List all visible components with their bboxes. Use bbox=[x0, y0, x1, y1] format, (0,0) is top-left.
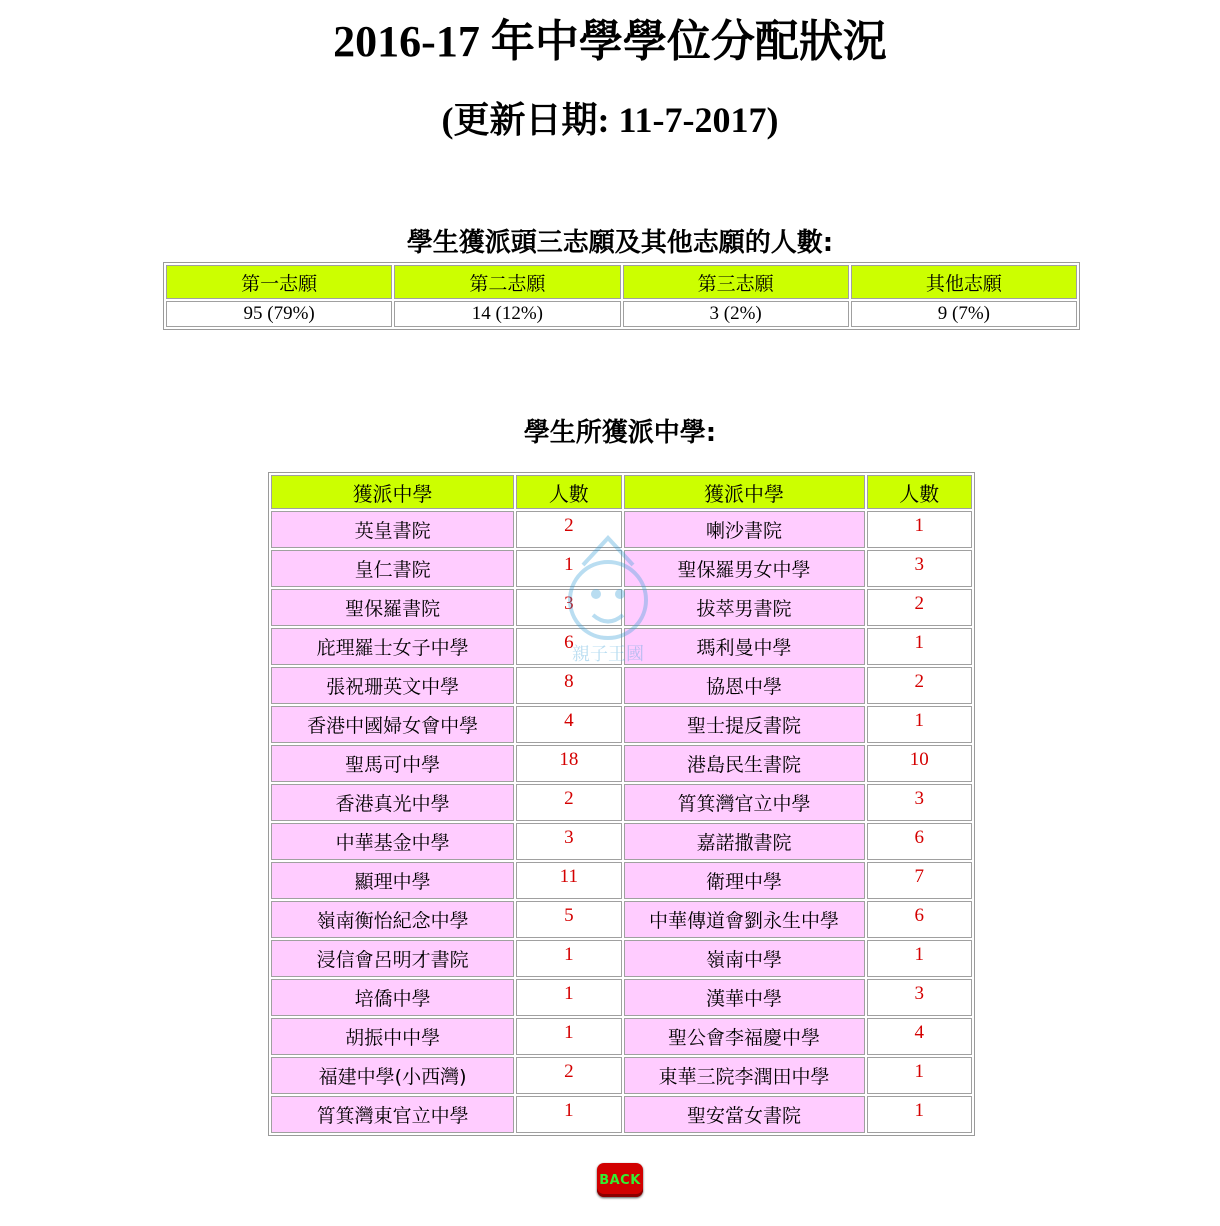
table-row bbox=[271, 1096, 972, 1133]
student-count: 3 bbox=[516, 823, 621, 860]
school-name: 顯理中學 bbox=[271, 862, 514, 899]
student-count: 3 bbox=[867, 979, 972, 1016]
student-count: 1 bbox=[867, 1096, 972, 1133]
table-row bbox=[271, 823, 972, 860]
school-name: 嶺南中學 bbox=[624, 940, 865, 977]
school-name: 張祝珊英文中學 bbox=[271, 667, 514, 704]
school-name: 衛理中學 bbox=[624, 862, 865, 899]
school-name: 福建中學(小西灣) bbox=[271, 1057, 514, 1094]
school-name: 聖保羅男女中學 bbox=[624, 550, 865, 587]
column-header: 其他志願 bbox=[851, 265, 1077, 299]
student-count: 1 bbox=[516, 1018, 621, 1055]
student-count: 6 bbox=[867, 823, 972, 860]
table-row bbox=[271, 979, 972, 1016]
student-count: 6 bbox=[516, 628, 621, 665]
school-name: 漢華中學 bbox=[624, 979, 865, 1016]
table-row bbox=[271, 589, 972, 626]
student-count: 1 bbox=[516, 940, 621, 977]
column-header: 第一志願 bbox=[166, 265, 392, 299]
student-count: 6 bbox=[867, 901, 972, 938]
student-count: 10 bbox=[867, 745, 972, 782]
other-choice-value: 9 (7%) bbox=[851, 301, 1077, 327]
column-header: 人數 bbox=[867, 475, 972, 509]
student-count: 4 bbox=[516, 706, 621, 743]
school-name: 香港真光中學 bbox=[271, 784, 514, 821]
school-name: 聖安當女書院 bbox=[624, 1096, 865, 1133]
school-name: 培僑中學 bbox=[271, 979, 514, 1016]
table-row bbox=[166, 301, 1077, 327]
table-row bbox=[271, 1018, 972, 1055]
student-count: 4 bbox=[867, 1018, 972, 1055]
student-count: 8 bbox=[516, 667, 621, 704]
student-count: 2 bbox=[516, 784, 621, 821]
student-count: 5 bbox=[516, 901, 621, 938]
student-count: 1 bbox=[867, 940, 972, 977]
student-count: 2 bbox=[516, 1057, 621, 1094]
student-count: 1 bbox=[867, 628, 972, 665]
school-name: 香港中國婦女會中學 bbox=[271, 706, 514, 743]
page-title: 2016-17 年中學學位分配狀況 bbox=[333, 17, 887, 66]
school-name: 聖公會李福慶中學 bbox=[624, 1018, 865, 1055]
table-header-row bbox=[166, 265, 1077, 299]
table-row bbox=[271, 667, 972, 704]
school-name: 浸信會呂明才書院 bbox=[271, 940, 514, 977]
student-count: 18 bbox=[516, 745, 621, 782]
student-count: 1 bbox=[516, 1096, 621, 1133]
school-name: 中華傳道會劉永生中學 bbox=[624, 901, 865, 938]
school-name: 嶺南衡怡紀念中學 bbox=[271, 901, 514, 938]
back-button[interactable] bbox=[597, 1163, 643, 1197]
student-count: 2 bbox=[867, 589, 972, 626]
student-count: 3 bbox=[867, 550, 972, 587]
table-row bbox=[271, 511, 972, 548]
table-row bbox=[271, 862, 972, 899]
student-count: 1 bbox=[867, 1057, 972, 1094]
student-count: 3 bbox=[867, 784, 972, 821]
school-name: 皇仁書院 bbox=[271, 550, 514, 587]
student-count: 1 bbox=[867, 511, 972, 548]
school-name: 中華基金中學 bbox=[271, 823, 514, 860]
student-count: 11 bbox=[516, 862, 621, 899]
student-count: 3 bbox=[516, 589, 621, 626]
table-row bbox=[271, 550, 972, 587]
school-name: 拔萃男書院 bbox=[624, 589, 865, 626]
choices-heading: 學生獲派頭三志願及其他志願的人數: bbox=[406, 228, 834, 258]
column-header: 獲派中學 bbox=[624, 475, 865, 509]
school-name: 聖馬可中學 bbox=[271, 745, 514, 782]
schools-heading: 學生所獲派中學: bbox=[523, 418, 717, 448]
school-name: 筲箕灣東官立中學 bbox=[271, 1096, 514, 1133]
school-name: 聖保羅書院 bbox=[271, 589, 514, 626]
watermark-text: 親子王國 bbox=[572, 644, 644, 665]
student-count: 1 bbox=[516, 550, 621, 587]
table-row bbox=[271, 901, 972, 938]
table-row bbox=[271, 628, 972, 665]
student-count: 2 bbox=[516, 511, 621, 548]
school-name: 英皇書院 bbox=[271, 511, 514, 548]
school-name: 聖士提反書院 bbox=[624, 706, 865, 743]
table-row bbox=[271, 784, 972, 821]
table-row bbox=[271, 940, 972, 977]
column-header: 第二志願 bbox=[394, 265, 620, 299]
school-name: 胡振中中學 bbox=[271, 1018, 514, 1055]
update-date: (更新日期: 11-7-2017) bbox=[441, 100, 779, 140]
school-name: 協恩中學 bbox=[624, 667, 865, 704]
back-button-label: BACK bbox=[599, 1172, 641, 1188]
column-header: 獲派中學 bbox=[271, 475, 514, 509]
allocated-schools-table bbox=[268, 472, 975, 1136]
table-row bbox=[271, 1057, 972, 1094]
school-name: 庇理羅士女子中學 bbox=[271, 628, 514, 665]
school-name: 瑪利曼中學 bbox=[624, 628, 865, 665]
school-name: 筲箕灣官立中學 bbox=[624, 784, 865, 821]
column-header: 人數 bbox=[516, 475, 621, 509]
choice-allocation-table bbox=[163, 262, 1080, 330]
first-choice-value: 95 (79%) bbox=[166, 301, 392, 327]
school-name: 港島民生書院 bbox=[624, 745, 865, 782]
third-choice-value: 3 (2%) bbox=[623, 301, 849, 327]
column-header: 第三志願 bbox=[623, 265, 849, 299]
school-name: 嘉諾撒書院 bbox=[624, 823, 865, 860]
second-choice-value: 14 (12%) bbox=[394, 301, 620, 327]
student-count: 7 bbox=[867, 862, 972, 899]
school-name: 東華三院李潤田中學 bbox=[624, 1057, 865, 1094]
table-row bbox=[271, 745, 972, 782]
table-row bbox=[271, 706, 972, 743]
table-header-row bbox=[271, 475, 972, 509]
student-count: 2 bbox=[867, 667, 972, 704]
student-count: 1 bbox=[516, 979, 621, 1016]
student-count: 1 bbox=[867, 706, 972, 743]
school-name: 喇沙書院 bbox=[624, 511, 865, 548]
